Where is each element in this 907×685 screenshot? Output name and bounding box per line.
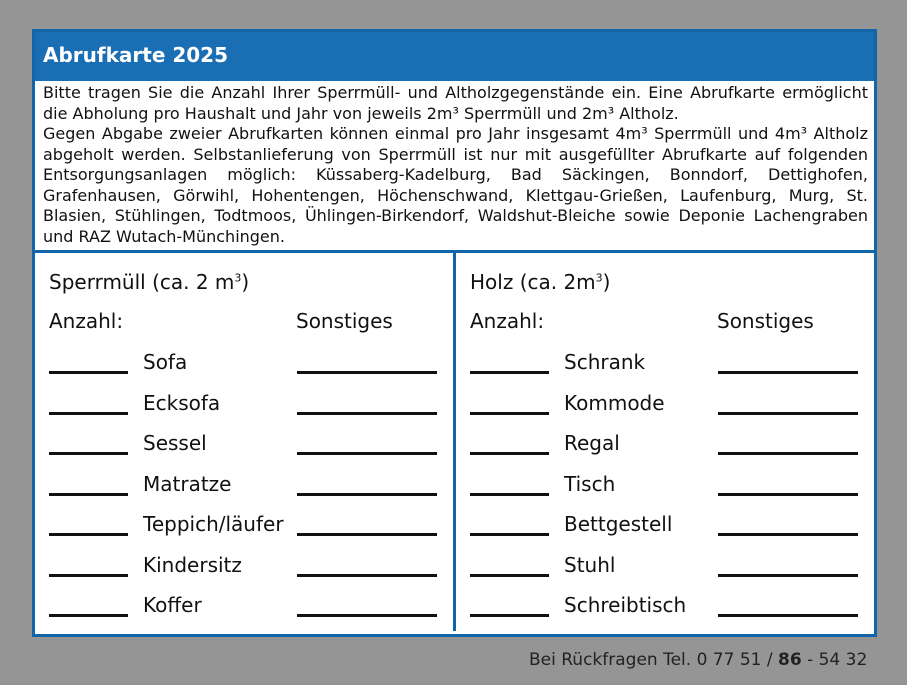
other-header: Sonstiges	[296, 309, 393, 333]
item-label: Koffer	[143, 593, 202, 617]
item-label: Schrank	[564, 350, 646, 374]
other-input-line[interactable]	[297, 614, 437, 617]
count-input-line[interactable]	[49, 533, 128, 536]
item-row	[35, 592, 453, 622]
item-label: Regal	[564, 431, 620, 455]
other-input-line[interactable]	[297, 452, 437, 455]
count-header: Anzahl:	[470, 309, 545, 333]
other-input-line[interactable]	[297, 412, 437, 415]
count-input-line[interactable]	[470, 493, 549, 496]
item-label: Tisch	[564, 471, 616, 496]
item-label: Bettgestell	[564, 512, 673, 536]
pickup-card	[32, 29, 877, 637]
other-input-line[interactable]	[718, 452, 858, 455]
item-row	[35, 511, 453, 541]
count-header: Anzahl:	[49, 309, 124, 333]
count-input-line[interactable]	[49, 614, 128, 617]
other-input-line[interactable]	[297, 533, 437, 536]
item-row	[35, 471, 453, 501]
item-row	[456, 430, 874, 460]
item-label: Sessel	[143, 431, 207, 455]
item-row	[456, 592, 874, 622]
other-input-line[interactable]	[718, 412, 858, 415]
item-label: Schreibtisch	[564, 593, 687, 617]
other-header: Sonstiges	[717, 309, 814, 333]
count-input-line[interactable]	[470, 452, 549, 455]
contact-footer: Bei Rückfragen Tel. 0 77 51 / 86 - 54 32	[529, 650, 868, 670]
intro-paragraph-2: Gegen Abgabe zweier Abrufkarten können einmal pro Jahr insgesamt 4m³ Sperrmüll und 4m³ Altholz abgeholt werden. Selbstanlieferung von Sperrmüll ist nur mit ausgefüllter Abrufkarte auf folgenden Entsorgungsanlagen möglich: Küssaberg-Kadelburg, Bad Säckingen, Bonndorf, Dettighofen, Grafenhausen, Görwihl, Hohentengen, Höchenschwand, Klettgau-Grießen, Laufenburg, Murg, St. Blasien, Stühlingen, Todtmoos, Ühlingen-Birkendorf, Waldshut-Bleiche sowie Deponie Lachengraben und RAZ Wutach-Münchingen.	[43, 124, 868, 246]
item-label: Sofa	[143, 350, 188, 374]
item-row	[35, 349, 453, 379]
item-label: Matratze	[143, 471, 232, 496]
item-row	[456, 511, 874, 541]
item-row	[35, 552, 453, 582]
bulky-waste-title: Sperrmüll (ca. 2 $m^3$)	[49, 270, 250, 294]
other-input-line[interactable]	[297, 493, 437, 496]
intro-text	[35, 81, 874, 253]
item-row	[456, 552, 874, 582]
other-input-line[interactable]	[718, 614, 858, 617]
item-label: Stuhl	[564, 552, 616, 577]
count-input-line[interactable]	[470, 574, 549, 577]
item-label: Kindersitz	[143, 552, 242, 577]
count-input-line[interactable]	[470, 614, 549, 617]
item-row	[35, 390, 453, 420]
count-input-line[interactable]	[49, 452, 128, 455]
other-input-line[interactable]	[297, 574, 437, 577]
count-input-line[interactable]	[470, 371, 549, 374]
item-label: Teppich/läufer	[143, 512, 284, 536]
other-input-line[interactable]	[718, 574, 858, 577]
wood-section	[456, 253, 874, 631]
item-row	[35, 430, 453, 460]
other-input-line[interactable]	[718, 371, 858, 374]
count-input-line[interactable]	[49, 371, 128, 374]
bulky-waste-section	[35, 253, 456, 631]
count-input-line[interactable]	[49, 493, 128, 496]
count-input-line[interactable]	[49, 574, 128, 577]
item-label: Ecksofa	[143, 390, 221, 415]
other-input-line[interactable]	[297, 371, 437, 374]
item-label: Kommode	[564, 390, 665, 415]
other-input-line[interactable]	[718, 493, 858, 496]
count-input-line[interactable]	[470, 533, 549, 536]
item-row	[456, 390, 874, 420]
item-row	[456, 471, 874, 501]
card-title: Abrufkarte 2025	[35, 32, 874, 81]
item-row	[456, 349, 874, 379]
other-input-line[interactable]	[718, 533, 858, 536]
wood-title: Holz (ca. $2m^3$)	[470, 270, 611, 294]
count-input-line[interactable]	[470, 412, 549, 415]
intro-paragraph-1: Bitte tragen Sie die Anzahl Ihrer Sperrmüll- und Altholzgegenstände ein. Eine Abrufkarte ermöglicht die Abholung pro Haushalt und Jahr von jeweils 2m³ Sperrmüll und 2m³ Altholz.	[43, 83, 868, 123]
count-input-line[interactable]	[49, 412, 128, 415]
